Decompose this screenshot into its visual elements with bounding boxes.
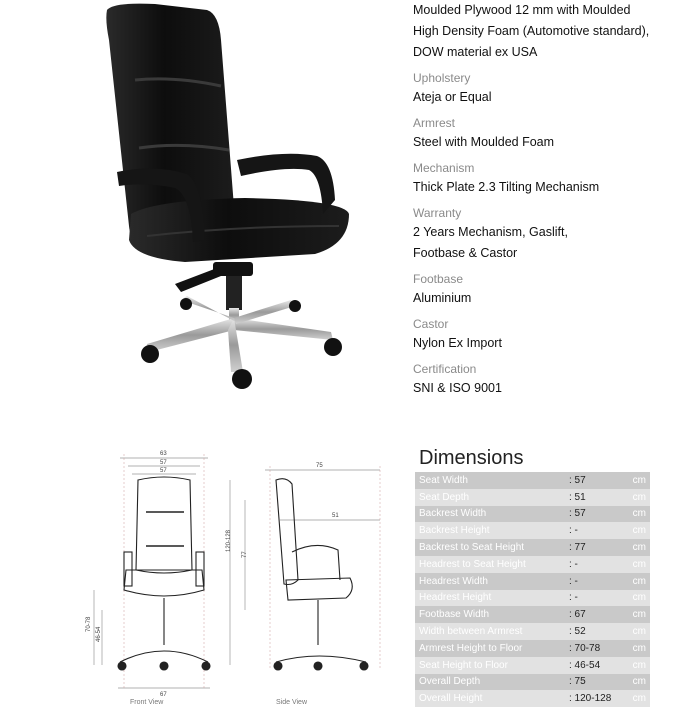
dimension-value: : 77 — [565, 539, 620, 556]
dimension-unit: cm — [620, 623, 650, 640]
dim-label-front-backrest-width: 57 — [160, 460, 167, 466]
spec-mechanism — [413, 160, 698, 198]
spec-label: Certification — [413, 362, 477, 376]
dimension-unit: cm — [620, 556, 650, 573]
dimension-value: : - — [565, 573, 620, 590]
dimension-row — [415, 590, 650, 607]
specifications-panel — [413, 0, 698, 399]
dimension-unit: cm — [620, 690, 650, 707]
spec-value: Ateja or Equal — [413, 90, 492, 104]
dimension-name: Backrest to Seat Height — [415, 539, 565, 556]
dimensions-title: Dimensions — [419, 447, 524, 469]
spec-label: Armrest — [413, 116, 455, 130]
dimension-value: : 57 — [565, 472, 620, 489]
dimension-value: : 52 — [565, 623, 620, 640]
dimension-unit: cm — [620, 472, 650, 489]
spec-footbase — [413, 271, 698, 309]
dimension-value: : - — [565, 522, 620, 539]
dimension-name: Overall Height — [415, 690, 565, 707]
dimension-unit: cm — [620, 506, 650, 523]
dimension-unit: cm — [620, 657, 650, 674]
dimension-name: Headrest Height — [415, 590, 565, 607]
dimension-value: : 75 — [565, 674, 620, 691]
spec-value: Aluminium — [413, 291, 472, 305]
dimension-unit: cm — [620, 573, 650, 590]
dimension-value: : 67 — [565, 606, 620, 623]
dimension-row — [415, 674, 650, 691]
spec-value: 2 Years Mechanism, Gaslift, — [413, 225, 568, 239]
spec-value: Footbase & Castor — [413, 246, 518, 260]
spec-label: Mechanism — [413, 161, 475, 175]
dimension-value: : 120-128 — [565, 690, 620, 707]
dimension-unit: cm — [620, 522, 650, 539]
dimension-name: Seat Depth — [415, 489, 565, 506]
spec-value: SNI & ISO 9001 — [413, 381, 502, 395]
dimension-name: Armrest Height to Floor — [415, 640, 565, 657]
spec-value: Nylon Ex Import — [413, 336, 502, 350]
spec-label: Castor — [413, 317, 449, 331]
dimension-name: Footbase Width — [415, 606, 565, 623]
dimension-row — [415, 690, 650, 707]
dimension-unit: cm — [620, 590, 650, 607]
dimension-row — [415, 657, 650, 674]
dimension-value: : 46-54 — [565, 657, 620, 674]
spec-intro-line: DOW material ex USA — [413, 45, 538, 59]
spec-label: Upholstery — [413, 71, 471, 85]
dimension-unit: cm — [620, 674, 650, 691]
dim-label-side-overall-height: 120-128 — [226, 529, 232, 552]
front-view-outline — [118, 477, 210, 670]
dimension-unit: cm — [620, 489, 650, 506]
dimension-name: Backrest Width — [415, 506, 565, 523]
dimension-name: Backrest Height — [415, 522, 565, 539]
dimension-row — [415, 640, 650, 657]
spec-intro-line: High Density Foam (Automotive standard), — [413, 24, 650, 38]
dimensions-section — [415, 445, 650, 707]
spec-certification — [413, 361, 698, 399]
spec-intro-line: Moulded Plywood 12 mm with Moulded — [413, 3, 631, 17]
dim-label-side-backrest-to-seat: 77 — [242, 551, 248, 558]
front-view-caption: Front View — [130, 699, 164, 706]
dim-label-front-armrest-height: 70-78 — [86, 616, 92, 632]
dimension-value: : 51 — [565, 489, 620, 506]
dimension-value: : - — [565, 556, 620, 573]
dimension-row — [415, 623, 650, 640]
chair-product-image — [95, 0, 365, 400]
dimension-value: : 57 — [565, 506, 620, 523]
dimension-name: Seat Width — [415, 472, 565, 489]
dimension-value: : 70-78 — [565, 640, 620, 657]
spec-warranty — [413, 205, 698, 264]
dimension-name: Headrest Width — [415, 573, 565, 590]
technical-drawings — [80, 440, 400, 706]
dimension-value: : - — [565, 590, 620, 607]
dim-label-side-seat-depth: 51 — [332, 513, 339, 519]
dim-label-front-footbase-width: 67 — [160, 692, 167, 698]
dimension-unit: cm — [620, 640, 650, 657]
side-view-outline — [274, 479, 368, 670]
dimension-row — [415, 556, 650, 573]
spec-armrest — [413, 115, 698, 153]
dimension-unit: cm — [620, 606, 650, 623]
dim-label-side-overall-depth: 75 — [316, 463, 323, 469]
dimension-name: Width between Armrest — [415, 623, 565, 640]
spec-value: Thick Plate 2.3 Tilting Mechanism — [413, 180, 600, 194]
dim-label-front-seat-height: 46-54 — [96, 626, 102, 642]
spec-castor — [413, 316, 698, 354]
dimension-name: Headrest to Seat Height — [415, 556, 565, 573]
dim-label-front-overall-width: 63 — [160, 451, 167, 457]
spec-upholstery — [413, 70, 698, 108]
spec-label: Warranty — [413, 206, 462, 220]
dimension-name: Seat Height to Floor — [415, 657, 565, 674]
spec-intro — [413, 0, 698, 63]
dimension-row — [415, 606, 650, 623]
dimension-row — [415, 522, 650, 539]
spec-label: Footbase — [413, 272, 464, 286]
dim-label-front-seat-width: 57 — [160, 468, 167, 474]
side-view-caption: Side View — [276, 699, 308, 706]
dimensions-table — [415, 472, 650, 707]
dimension-row — [415, 506, 650, 523]
dimension-row — [415, 472, 650, 489]
dimension-row — [415, 573, 650, 590]
dimension-row — [415, 489, 650, 506]
dimension-row — [415, 539, 650, 556]
spec-value: Steel with Moulded Foam — [413, 135, 555, 149]
dimension-name: Overall Depth — [415, 674, 565, 691]
dimension-unit: cm — [620, 539, 650, 556]
